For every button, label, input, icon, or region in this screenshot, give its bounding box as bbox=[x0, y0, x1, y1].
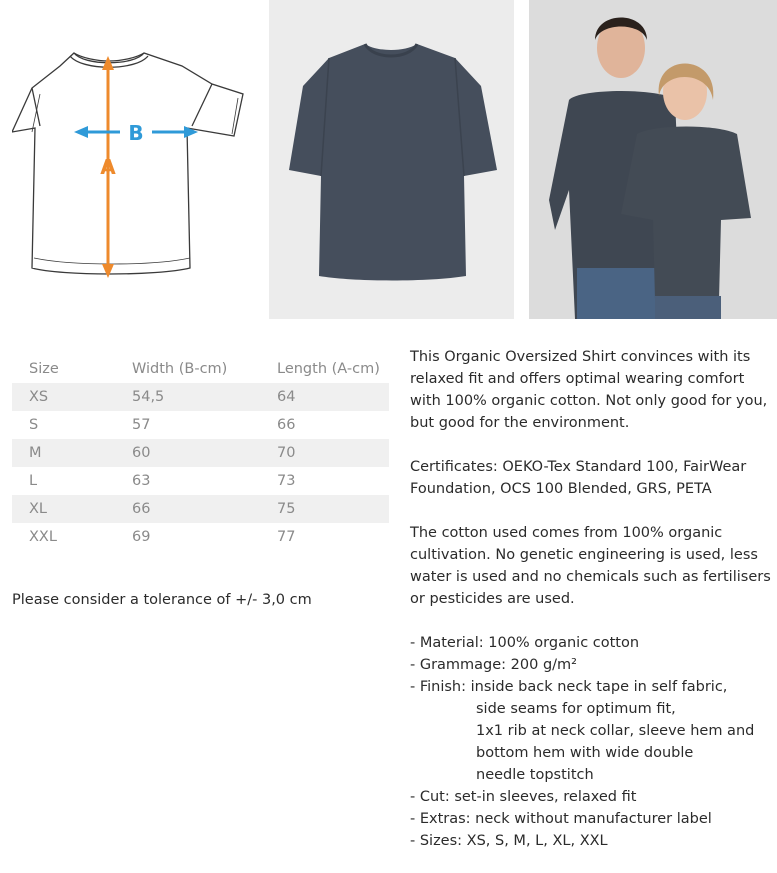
cell-length: 64 bbox=[260, 383, 389, 411]
cell-width: 57 bbox=[115, 411, 260, 439]
size-diagram bbox=[12, 36, 257, 286]
table-row bbox=[12, 439, 389, 467]
cell-size: L bbox=[12, 467, 115, 495]
table-row bbox=[12, 495, 389, 523]
cotton-paragraph: The cotton used comes from 100% organic cultivation. No genetic engineering is used, less water is used and no chemicals such as fertilisers or pesticides are used. bbox=[410, 525, 771, 607]
cell-length: 75 bbox=[260, 495, 389, 523]
spec-list bbox=[410, 632, 772, 852]
oversized-tshirt-icon bbox=[269, 0, 514, 319]
cell-width: 63 bbox=[115, 467, 260, 495]
table-row bbox=[12, 411, 389, 439]
size-table bbox=[12, 355, 389, 551]
cell-size: XL bbox=[12, 495, 115, 523]
cell-width: 66 bbox=[115, 495, 260, 523]
models-wearing-shirt-icon bbox=[529, 0, 777, 319]
cell-width: 60 bbox=[115, 439, 260, 467]
tolerance-note: Please consider a tolerance of +/- 3,0 cm bbox=[12, 592, 312, 608]
product-description bbox=[410, 346, 772, 852]
intro-paragraph: This Organic Oversized Shirt convinces with its relaxed fit and offers optimal wearing comfort with 100% organic cotton. Not only good for you, but good for the environment. bbox=[410, 349, 768, 431]
width-label: B bbox=[128, 121, 144, 145]
cell-width: 69 bbox=[115, 523, 260, 551]
table-row bbox=[12, 467, 389, 495]
table-row bbox=[12, 523, 389, 551]
table-row bbox=[12, 383, 389, 411]
cell-width: 54,5 bbox=[115, 383, 260, 411]
spec-extras: - Extras: neck without manufacturer label bbox=[410, 811, 712, 827]
product-photo bbox=[269, 0, 514, 319]
cell-length: 73 bbox=[260, 467, 389, 495]
cell-size: XXL bbox=[12, 523, 115, 551]
cell-size: S bbox=[12, 411, 115, 439]
cell-length: 70 bbox=[260, 439, 389, 467]
spec-finish-line: side seams for optimum fit, bbox=[476, 701, 676, 717]
spec-sizes: - Sizes: XS, S, M, L, XL, XXL bbox=[410, 833, 608, 849]
spec-finish-line: bottom hem with wide double bbox=[476, 745, 694, 761]
table-header-row bbox=[12, 355, 389, 383]
model-photo bbox=[529, 0, 777, 319]
spec-material: - Material: 100% organic cotton bbox=[410, 635, 640, 651]
spec-cut: - Cut: set-in sleeves, relaxed fit bbox=[410, 789, 637, 805]
cell-length: 77 bbox=[260, 523, 389, 551]
spec-finish-line: needle topstitch bbox=[476, 767, 594, 783]
header-length: Length (A-cm) bbox=[260, 355, 389, 383]
header-size: Size bbox=[12, 355, 115, 383]
certificates-paragraph: Certificates: OEKO-Tex Standard 100, FairWear Foundation, OCS 100 Blended, GRS, PETA bbox=[410, 459, 747, 497]
tshirt-outline-icon bbox=[12, 53, 243, 274]
spec-finish: - Finish: inside back neck tape in self fabric, bbox=[410, 679, 728, 695]
length-label: A bbox=[100, 155, 116, 179]
spec-grammage: - Grammage: 200 g/m² bbox=[410, 657, 577, 673]
cell-length: 66 bbox=[260, 411, 389, 439]
cell-size: XS bbox=[12, 383, 115, 411]
header-width: Width (B-cm) bbox=[115, 355, 260, 383]
cell-size: M bbox=[12, 439, 115, 467]
spec-finish-line: 1x1 rib at neck collar, sleeve hem and bbox=[476, 723, 755, 739]
